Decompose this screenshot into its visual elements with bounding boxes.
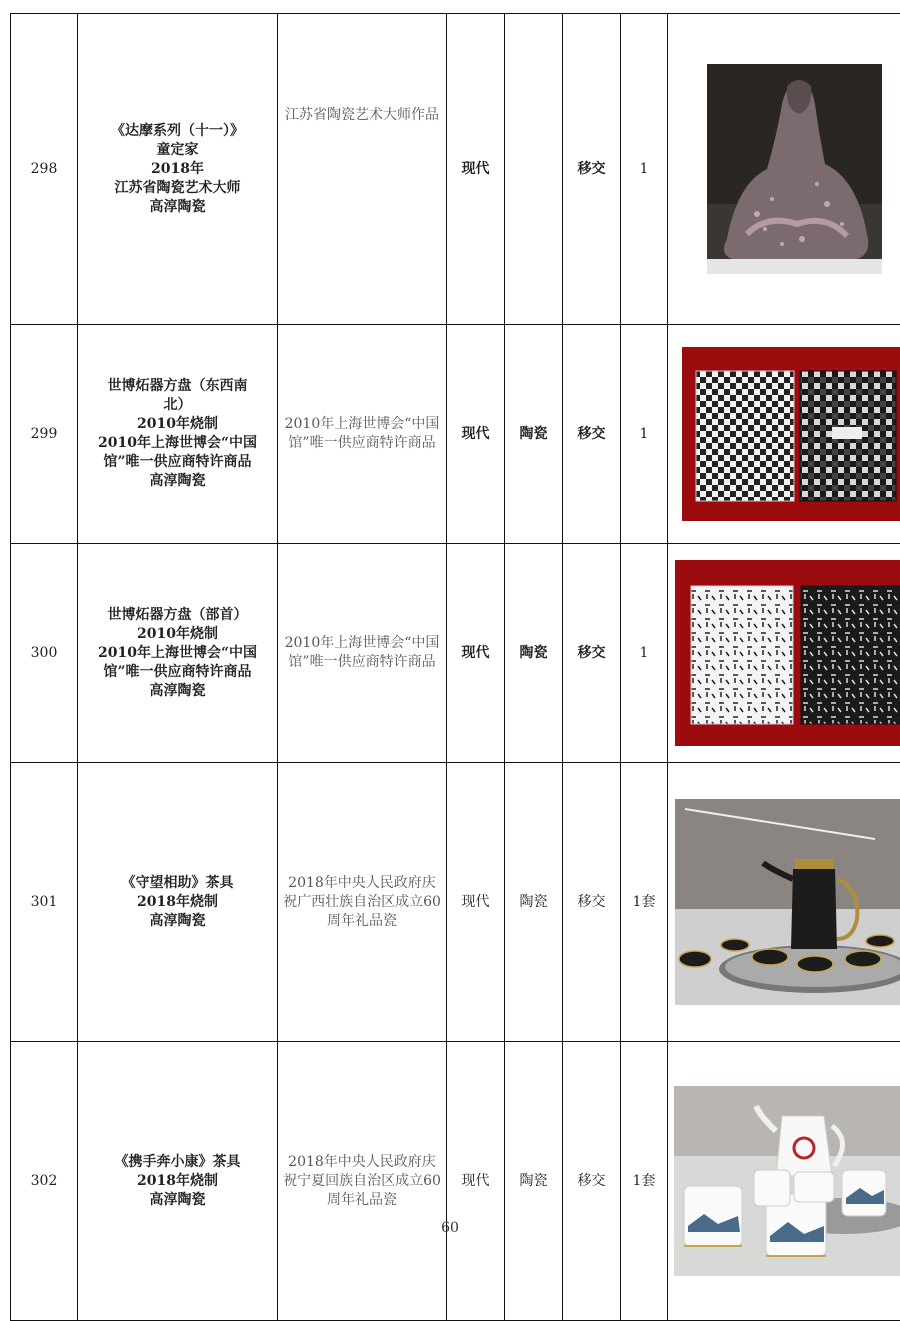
item-description: 2010年上海世博会“中国馆”唯一供应商特许商品 <box>278 325 447 544</box>
item-photo <box>668 14 900 325</box>
item-quantity: 1套 <box>621 763 668 1042</box>
bodhidharma-sculpture-photo <box>707 64 882 274</box>
item-number: 302 <box>11 1042 78 1321</box>
page-number: 60 <box>0 1220 900 1236</box>
item-method: 移交 <box>563 1042 621 1321</box>
item-era: 现代 <box>447 1042 505 1321</box>
item-method: 移交 <box>563 763 621 1042</box>
square-plates-radicals-photo <box>675 560 900 746</box>
item-name: 世博炻器方盘（部首） 2010年烧制 2010年上海世博会“中国 馆”唯一供应商特许商品 高淳陶瓷 <box>78 544 278 763</box>
item-photo <box>668 325 900 544</box>
item-method: 移交 <box>563 14 621 325</box>
item-name: 世博炻器方盘（东西南 北） 2010年烧制 2010年上海世博会“中国 馆”唯一供应商特许商品 高淳陶瓷 <box>78 325 278 544</box>
item-quantity: 1 <box>621 544 668 763</box>
item-description: 2018年中央人民政府庆祝广西壮族自治区成立60周年礼品瓷 <box>278 763 447 1042</box>
item-name: 《达摩系列（十一）》 童定家 2018年 江苏省陶瓷艺术大师 高淳陶瓷 <box>78 14 278 325</box>
table-row <box>11 544 900 763</box>
item-description: 2010年上海世博会“中国馆”唯一供应商特许商品 <box>278 544 447 763</box>
item-type: 陶瓷 <box>505 325 563 544</box>
item-photo <box>668 763 900 1042</box>
black-tea-set-photo <box>675 799 900 1005</box>
item-era: 现代 <box>447 544 505 763</box>
item-name: 《携手奔小康》茶具 2018年烧制 高淳陶瓷 <box>78 1042 278 1321</box>
table-row <box>11 763 900 1042</box>
item-type: 陶瓷 <box>505 763 563 1042</box>
item-method: 移交 <box>563 544 621 763</box>
catalog-table <box>10 13 900 1321</box>
item-quantity: 1 <box>621 14 668 325</box>
white-tea-set-photo <box>674 1086 900 1276</box>
square-plates-checker-photo <box>682 347 900 521</box>
item-number: 299 <box>11 325 78 544</box>
item-photo <box>668 544 900 763</box>
item-type <box>505 14 563 325</box>
item-era: 现代 <box>447 325 505 544</box>
item-name: 《守望相助》茶具 2018年烧制 高淳陶瓷 <box>78 763 278 1042</box>
item-number: 301 <box>11 763 78 1042</box>
item-type: 陶瓷 <box>505 544 563 763</box>
item-method: 移交 <box>563 325 621 544</box>
item-quantity: 1套 <box>621 1042 668 1321</box>
item-type: 陶瓷 <box>505 1042 563 1321</box>
table-row <box>11 1042 900 1321</box>
table-row <box>11 14 900 325</box>
item-era: 现代 <box>447 763 505 1042</box>
item-description: 2018年中央人民政府庆祝宁夏回族自治区成立60周年礼品瓷 <box>278 1042 447 1321</box>
item-era: 现代 <box>447 14 505 325</box>
item-number: 298 <box>11 14 78 325</box>
item-photo <box>668 1042 900 1321</box>
item-quantity: 1 <box>621 325 668 544</box>
item-description: 江苏省陶瓷艺术大师作品 <box>278 14 447 325</box>
item-number: 300 <box>11 544 78 763</box>
table-row <box>11 325 900 544</box>
